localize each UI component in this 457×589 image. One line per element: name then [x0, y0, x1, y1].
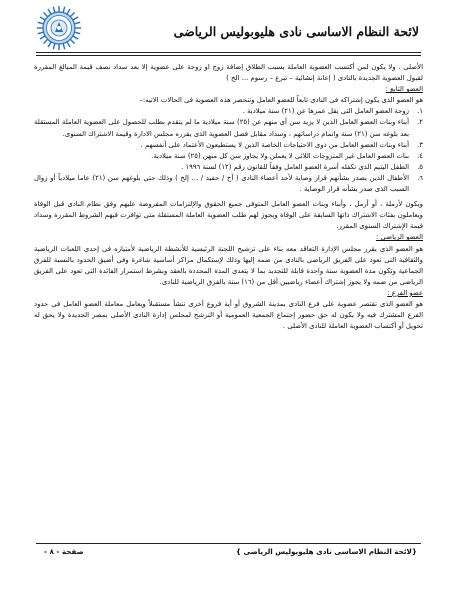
- list-item-text: الطفل اليتيم الذى تكفله أسرة العضو العامل وفقاً للقانون رقم (١٢) لسنة ١٩٩٦ .: [181, 162, 409, 171]
- follower-member-definition: هو العضو الذى يكون إشتراكه فى النادى تابعاً للعضو العامل وتنحصر هذه العضوية فى الحالات الاتيه:–: [139, 96, 423, 105]
- list-item-text: أبناء وبنات العضو العامل الذين لا يزيد سن أى منهم عن (٢٥) سنة ميلادية ما لم يتقدم بطلب للحصول على العضوية العاملة المستقلة بعد بلوغه سن (٢١) سنة واتمام دراساتهم ، وسداد مقابل فصل العضوية الذى يقرره مجلس الادارة وقيمة الاشتراك السنوى.: [34, 118, 409, 138]
- branch-member-paragraph: هو العضو الذى تقتصر عضوية على فرع النادى بمدينة الشروق أو أية فروع آخرى تنشأ مستقبلاً ويعامل معاملة العضو العامل فى حدود الفرع المشترك فيه ولا يكون له حق حضور إجتماع الجمعية العمومية أو الترشح لمجلس إدارة النادى الأصلى بمصر الجديدة ولا يحق له تحويل أو أكتساب العضوية العاملة للنادى الأصلى .: [34, 299, 423, 331]
- list-item-text: الأطفال الذين يصدر بشأنهم قرار وصاية لأحد أعضاء النادى ( أخ / حفيد / ... إلخ ) وذلك حتى بلوغهم سن (٢١) عاما ميلادياً أو زوال السبب الذى صدر بشأنه قرار الوصاية .: [34, 173, 409, 194]
- list-item-number: ٦.: [417, 173, 423, 182]
- section-heading-athlete-member: العضو الرياضى :: [375, 233, 423, 242]
- list-item-number: ٣.: [417, 140, 423, 149]
- list-item-number: ١.: [417, 107, 423, 116]
- list-item-number: ٢.: [417, 118, 423, 127]
- list-item: [34, 173, 423, 195]
- list-item-text: زوجة العضو العامل التى يقل عمرها عن (٢١) سنة ميلادية .: [242, 107, 409, 116]
- list-item: [34, 117, 423, 139]
- header-divider-thin: [36, 55, 421, 56]
- list-item: [34, 151, 423, 162]
- list-item-text: أبناء وبنات العضو العامل من ذوى الاحتياجات الخاصة الذين لا يستطيعون الأعتماد على أنفسهم .: [140, 140, 409, 149]
- footer-divider: [36, 543, 421, 544]
- list-item: [34, 106, 423, 117]
- membership-cases-list: [34, 106, 423, 195]
- section-heading-follower-member: العضو التابع :: [385, 85, 423, 94]
- header-divider: [36, 52, 421, 53]
- widow-paragraph: ويكون لأرملة ، أو أرمل ، وأبناء وبنات العضو العامل المتوفى جميع الحقوق والإلتزامات المفروضة عليهم وفق نظام النادى قبل الوفاة ويعاملون بفئات الاشتراك ذاتها السابقة على الوفاة ويجوز لهم طلب العضوية العاملة المستقلة متى توافرت فيهم الشروط المقررة وسداد قيمة الإشتراك السنوى المقرر.: [34, 200, 423, 231]
- page-number: صفحة - ٨ -: [44, 547, 84, 556]
- section-heading-branch-member: عضو الفرع :: [387, 288, 423, 297]
- club-logo-icon: [36, 5, 82, 51]
- header-title: لائحة النظام الاساسى نادى هليوبوليس الرياضى: [173, 24, 419, 39]
- list-item-number: ٥.: [417, 162, 423, 171]
- list-item-number: ٤.: [417, 151, 423, 160]
- list-item: [34, 140, 423, 151]
- list-item-text: بنات العضو العامل غير المتزوجات اللائى لا يعملن ولا يجاوز سن كل منهن (٢٥) سنة ميلادية.: [151, 151, 409, 160]
- intro-paragraph: الأصلى . ولا يكون لمن أكتسب العضوية العاملة بسبب الطلاق إضافة زوج او زوجة على عضوية إلا بعد سداد نصف قيمة المبالغ المقررة لقبول العضوية الجديدة بالنادى ( إعانة إنشائية – تبرع – رسوم ... الخ ): [34, 63, 423, 83]
- footer-title: {لائحة النظام الاساسى نادى هليوبوليس الرياضى }: [235, 547, 417, 556]
- athlete-member-paragraph: هو العضو الذى يقرر مجلس الإدارة التعاقد معه بناء على ترشيح اللجنة الرئيسية للأنشطة الرياضية لأمتيازه فى إحدى اللعبات الرياضية والثقافية التى تعود على الفريق الرياضى بالنادى من ضمه إليها وذلك لإستكمال مراكز أساسية شاغرة وفى أضيق الحدود بالنسبة للفرق الجماعية وتكون مدة العضوية سنة واحدة قابلة للتجديد بما لا يتعدى المدة المحددة بالعقد وبشرط استمرار الفائدة التى تعود على الفريق الرياضى من ضمه ولا يجوز إشتراك أعضاء رياضيين أقل من (١٦) سنة بالفرق الرياضية للنادى.: [34, 244, 423, 286]
- list-item: [34, 162, 423, 173]
- document-body: [34, 62, 423, 332]
